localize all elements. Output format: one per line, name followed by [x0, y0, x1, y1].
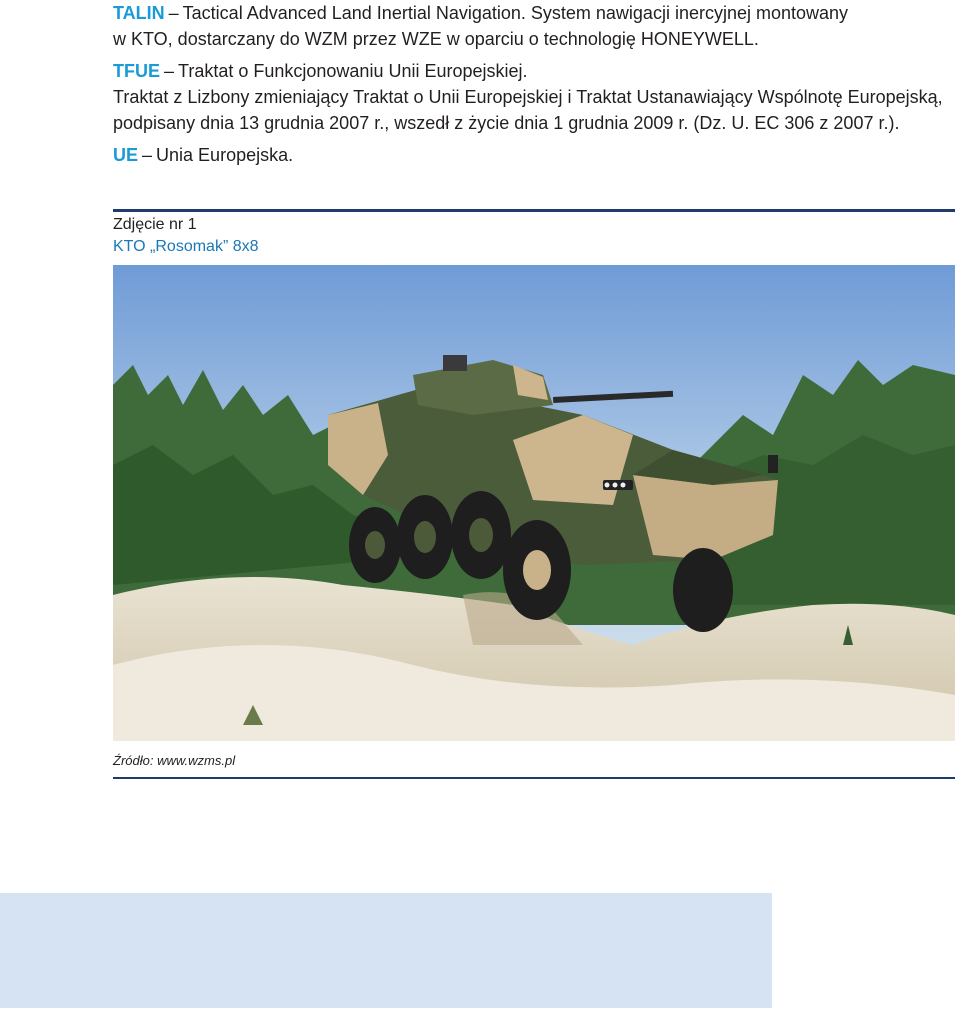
glossary-entry-ue	[113, 142, 958, 168]
footer-band	[0, 893, 772, 1008]
armored-vehicle-illustration	[113, 265, 955, 741]
ue-definition: Unia Europejska.	[156, 145, 294, 165]
abbr-talin: TALIN	[113, 3, 165, 23]
top-divider	[113, 209, 955, 212]
dash: –	[142, 145, 153, 165]
figure-caption	[113, 214, 259, 258]
talin-definition-line-2: w KTO, dostarczany do WZM przez WZE w oparciu o technologię HONEYWELL.	[113, 29, 759, 49]
tfue-definition-line-3: podpisany dnia 13 grudnia 2007 r., wszedł z życie dnia 1 grudnia 2009 r. (Dz. U. EC 306 z 2007 r.).	[113, 113, 900, 133]
dash: –	[168, 3, 179, 23]
glossary	[113, 0, 958, 168]
tfue-definition-line-1: Traktat o Funkcjonowaniu Unii Europejskiej.	[178, 61, 528, 81]
figure-number: Zdjęcie nr 1	[113, 216, 197, 233]
figure-title: KTO „Rosomak” 8x8	[113, 238, 259, 255]
tfue-definition-line-2: Traktat z Lizbony zmieniający Traktat o Unii Europejskiej i Traktat Ustanawiający Wspólnotę Europejską,	[113, 87, 943, 107]
rosomak-photo	[113, 265, 955, 741]
bottom-divider	[113, 777, 955, 779]
talin-definition-line-1: Tactical Advanced Land Inertial Navigation. System nawigacji inercyjnej montowany	[182, 3, 849, 23]
abbr-ue: UE	[113, 145, 139, 165]
abbr-tfue: TFUE	[113, 61, 160, 81]
glossary-entry-tfue	[113, 58, 958, 136]
glossary-entry-talin	[113, 0, 958, 52]
photo-source: Źródło: www.wzms.pl	[113, 753, 236, 768]
dash: –	[164, 61, 175, 81]
